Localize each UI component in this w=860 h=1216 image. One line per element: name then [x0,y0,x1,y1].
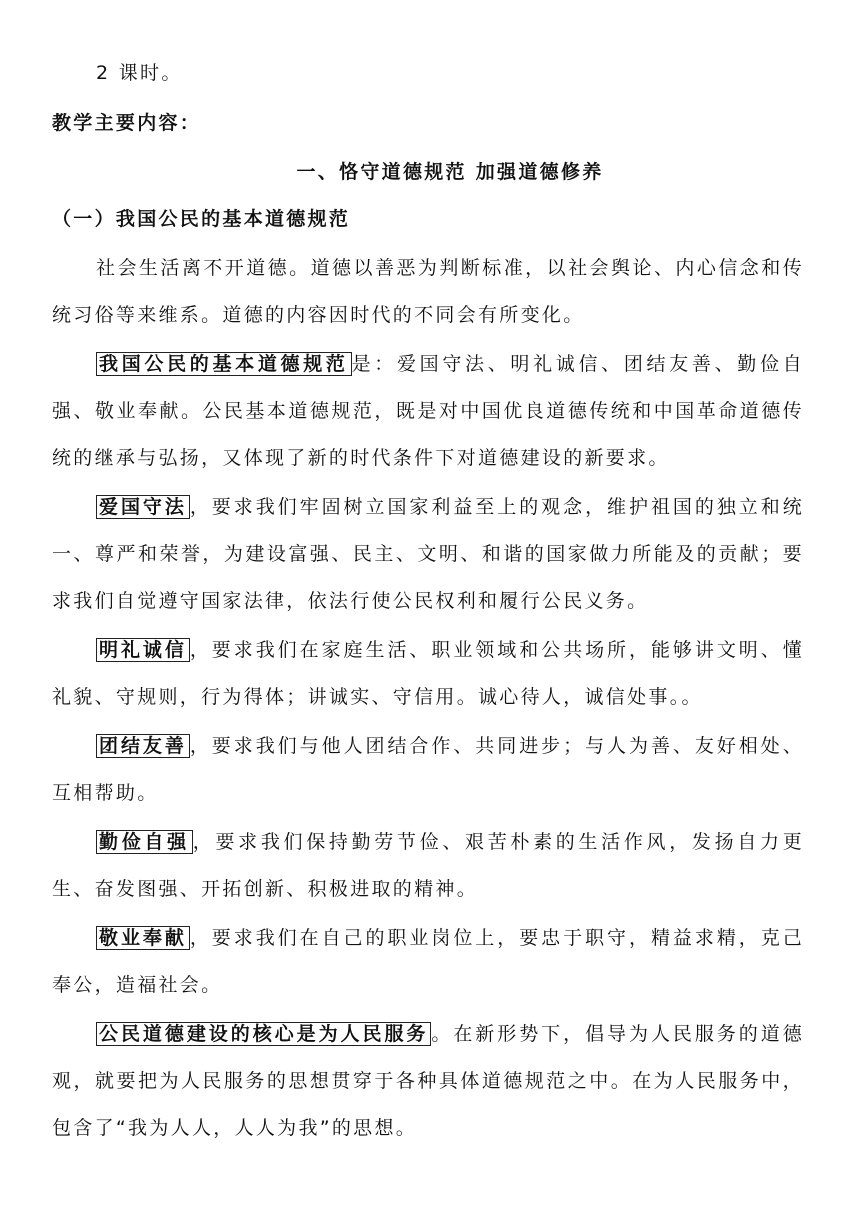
dedication-term: 敬业奉献 [96,926,190,950]
unity-text: ，要求我们与他人团结合作、共同进步；与人为善、友好相处、互相帮助。 [52,735,805,804]
patriotic-term: 爱国守法 [96,495,190,519]
document-page [52,0,804,1152]
courtesy-term: 明礼诚信 [96,638,190,662]
patriotic-text: ，要求我们牢固树立国家利益至上的观念，维护祖国的独立和统一、尊严和荣誉，为建设富强、民主、文明、和谐的国家做力所能及的贡献；要求我们自觉遵守国家法律，依法行使公民权利和履行公民义务。 [52,496,805,612]
norms-text: 是：爱国守法、明礼诚信、团结友善、勤俭自强、敬业奉献。公民基本道德规范，既是对中国优良道德传统和中国革命道德传统的继承与弘扬，又体现了新的时代条件下对道德建设的新要求。 [52,353,804,469]
section-title: （一）我国公民的基本道德规范 [52,208,351,230]
courtesy-text: ，要求我们在家庭生活、职业领域和公共场所，能够讲文明、懂礼貌、守规则，行为得体；讲诚实、守信用。诚心待人，诚信处事。。 [52,639,805,708]
courtesy-paragraph [52,627,804,721]
dedication-paragraph [52,915,804,1009]
core-paragraph [52,1011,804,1152]
norms-paragraph [52,341,804,482]
thrift-paragraph [52,819,804,913]
dedication-text: ，要求我们在自己的职业岗位上，要忠于职守，精益求精，克己奉公，造福社会。 [52,927,805,996]
lesson-hours: 2 课时。 [96,62,183,84]
main-content-label: 教学主要内容： [52,112,202,134]
patriotic-paragraph [52,484,804,625]
unity-term: 团结友善 [96,734,190,758]
norms-term: 我国公民的基本道德规范 [96,352,352,376]
chapter-title: 一、恪守道德规范 加强道德修养 [296,161,604,183]
thrift-text: ，要求我们保持勤劳节俭、艰苦朴素的生活作风，发扬自力更生、奋发图强、开拓创新、积极进取的精神。 [52,831,804,900]
core-text: 。在新形势下，倡导为人民服务的道德观，就要把为人民服务的思想贯穿于各种具体道德规范之中。在为人民服务中，包含了“我为人人，人人为我”的思想。 [52,1023,804,1139]
unity-paragraph [52,723,804,817]
core-term: 公民道德建设的核心是为人民服务 [96,1022,431,1046]
intro-paragraph: 社会生活离不开道德。道德以善恶为判断标准，以社会舆论、内心信念和传统习俗等来维系。道德的内容因时代的不同会有所变化。 [52,257,804,326]
thrift-term: 勤俭自强 [96,830,193,854]
